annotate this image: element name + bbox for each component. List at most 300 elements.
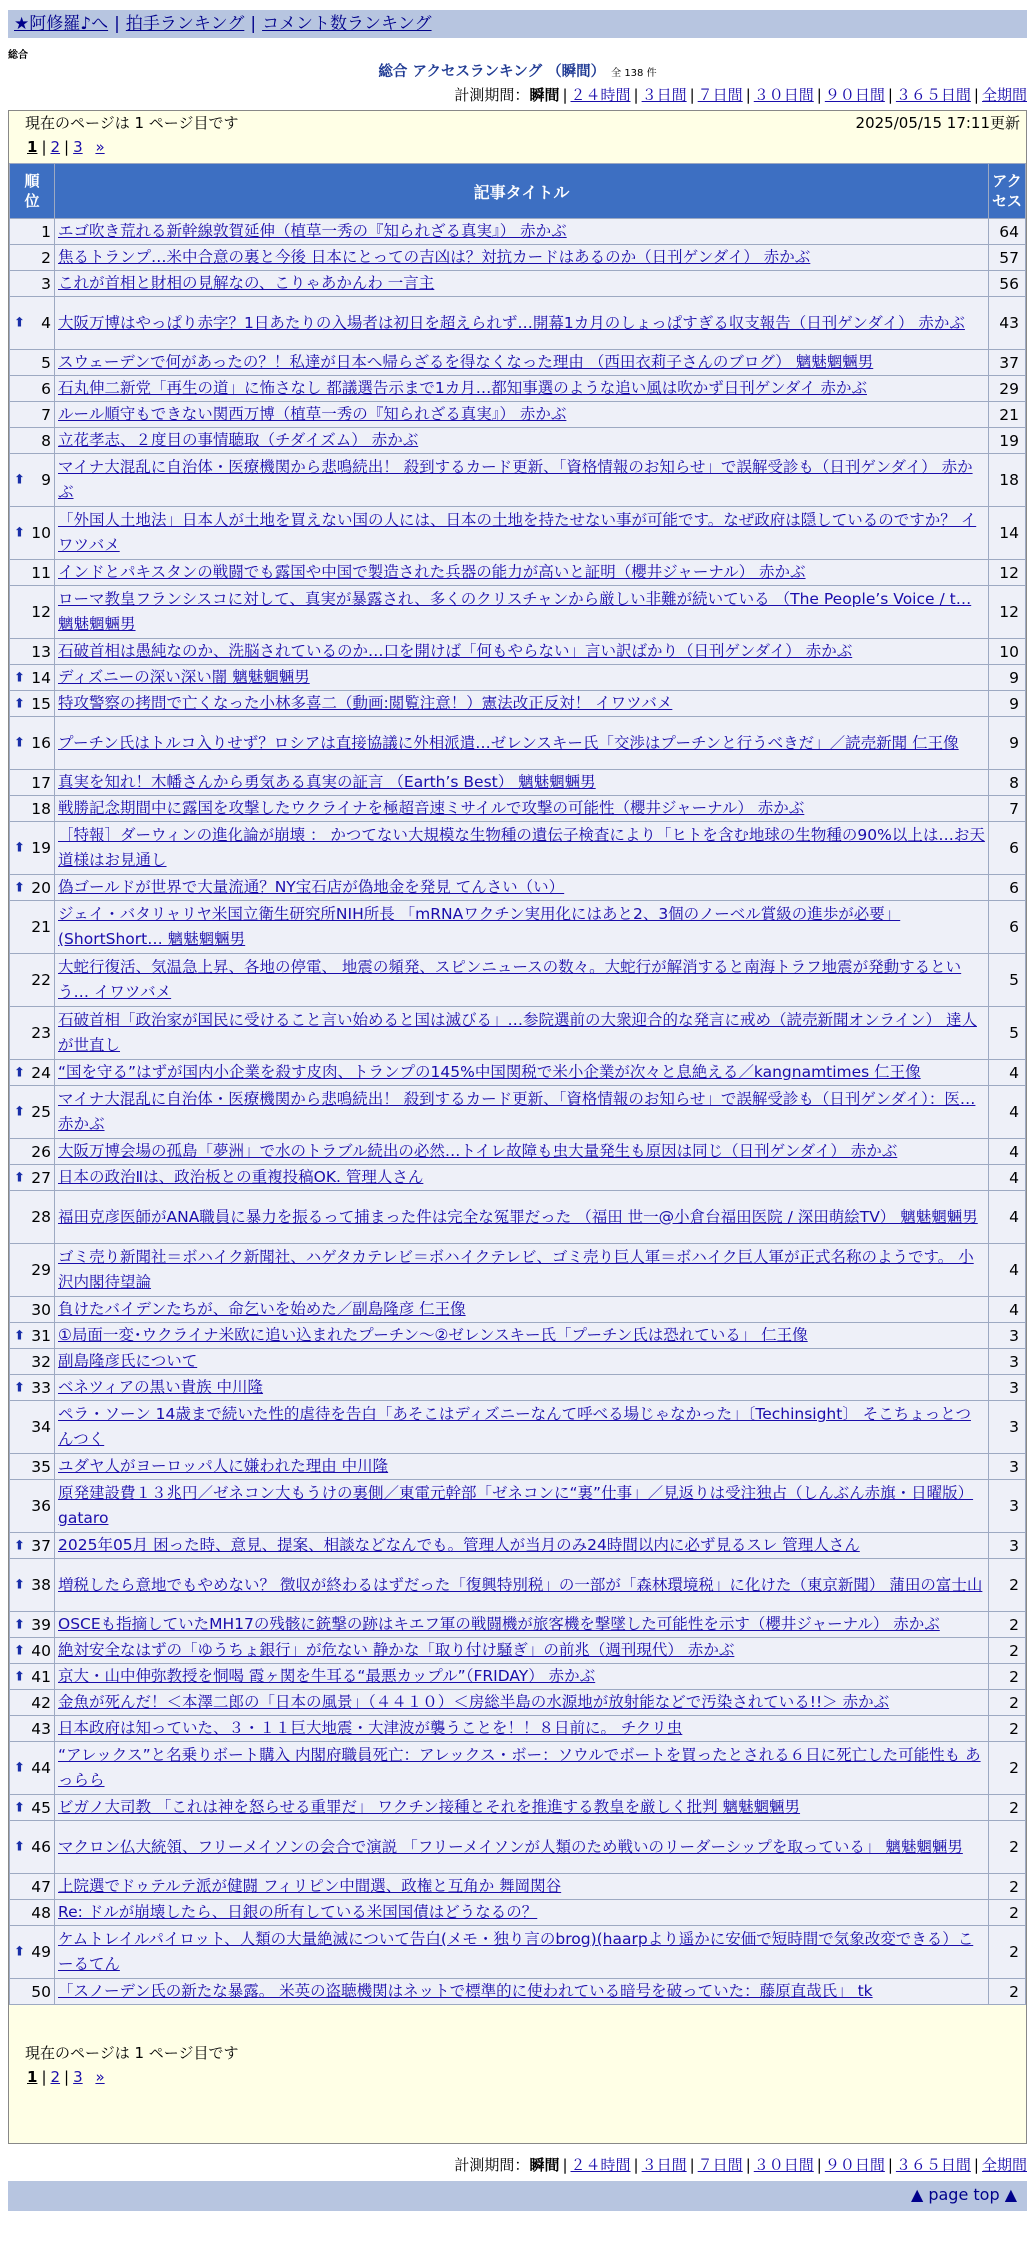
access-count: 2 <box>989 1874 1025 1899</box>
title-cell <box>55 297 988 349</box>
article-link[interactable]: 「外国人土地法」日本人が土地を買えない国の人には、日本の土地を持たせない事が可能です。なぜ政府は隠しているのですか？ イワツバメ <box>58 511 977 554</box>
rank-number: 38 <box>31 1576 51 1594</box>
title-cell <box>55 1874 988 1899</box>
article-link[interactable]: 立花孝志、２度目の事情聴取（チダイズム） 赤かぶ <box>58 431 419 449</box>
table-row <box>10 1007 1025 1059</box>
table-row <box>10 822 1025 874</box>
access-count: 4 <box>989 1165 1025 1190</box>
rank-cell <box>10 1191 54 1243</box>
table-row <box>10 1375 1025 1400</box>
rank-number: 26 <box>31 1142 51 1161</box>
article-link[interactable]: 大蛇行復活、気温急上昇、各地の停電、 地震の頻発、スピンニュースの数々。大蛇行が解消すると南海トラフ地震が発動するという… イワツバメ <box>58 958 962 1001</box>
period-link[interactable]: ３日間 <box>641 86 687 104</box>
access-count: 2 <box>989 1742 1025 1794</box>
rank-up-arrow-icon: ⬆ <box>14 525 25 541</box>
rank-up-arrow-icon: ⬆ <box>14 670 25 685</box>
rank-cell <box>10 639 54 664</box>
table-row <box>10 954 1025 1006</box>
article-link[interactable]: プーチン氏はトルコ入りせず？ロシアは直接協議に外相派遣…ゼレンスキー氏「交渉はプーチンと行うべきだ」／読売新聞 仁王像 <box>58 733 959 752</box>
title-cell <box>55 350 988 375</box>
rank-cell <box>10 428 54 453</box>
title-cell <box>55 665 988 690</box>
article-link[interactable]: 大阪万博会場の孤島「夢洲」で水のトラブル続出の必然…トイレ故障も虫大量発生も原因は同じ（日刊ゲンダイ） 赤かぶ <box>58 1142 898 1160</box>
pagination-bottom: 1 | 2 | 3 » <box>27 2068 105 2086</box>
rank-number: 41 <box>31 1667 51 1686</box>
footer-bar <box>8 2181 1027 2211</box>
title-cell <box>55 1323 988 1348</box>
table-row <box>10 271 1025 296</box>
rank-cell <box>10 454 54 506</box>
rank-number: 32 <box>31 1352 51 1371</box>
rank-cell <box>10 1716 54 1741</box>
table-row <box>10 717 1025 769</box>
title-cell <box>55 1375 988 1400</box>
rank-up-arrow-icon: ⬆ <box>14 1170 25 1185</box>
rank-number: 13 <box>31 642 51 661</box>
article-link[interactable]: 負けたバイデンたちが、命乞いを始めた／副島隆彦 仁王像 <box>58 1300 466 1318</box>
table-row <box>10 1323 1025 1348</box>
rank-number: 20 <box>31 878 51 897</box>
title-cell <box>55 1454 988 1479</box>
article-link[interactable]: 真実を知れ！木幡さんから勇気ある真実の証言 （Earth’s Best） 魑魅魍魎男 <box>58 773 596 791</box>
rank-number: 3 <box>41 274 51 293</box>
rank-header: 順位 <box>10 164 54 218</box>
title-cell <box>55 1349 988 1374</box>
rank-number: 23 <box>31 1024 51 1042</box>
access-count: 2 <box>989 1690 1025 1715</box>
table-row <box>10 901 1025 953</box>
access-count: 56 <box>989 271 1025 296</box>
rank-number: 25 <box>31 1103 51 1121</box>
title-cell <box>55 1926 988 1978</box>
table-row <box>10 560 1025 585</box>
rank-cell <box>10 402 54 427</box>
rank-cell <box>10 350 54 375</box>
table-row <box>10 428 1025 453</box>
title-cell <box>55 507 988 559</box>
access-count: 3 <box>989 1454 1025 1479</box>
title-cell <box>55 691 988 716</box>
period-current: 瞬間 <box>529 86 560 104</box>
page-link[interactable]: 3 <box>73 2068 83 2086</box>
title-cell <box>55 1979 988 2004</box>
access-count: 4 <box>989 1244 1025 1296</box>
article-link[interactable]: 日本の政治Ⅱは、政治板との重複投稿OK. 管理人さん <box>58 1168 424 1186</box>
page-next-link[interactable]: » <box>95 138 105 156</box>
title-cell <box>55 219 988 244</box>
rank-up-arrow-icon: ⬆ <box>14 1328 25 1343</box>
table-row <box>10 1297 1025 1322</box>
category-label: 総合 <box>8 50 28 61</box>
rank-cell <box>10 1375 54 1400</box>
rank-cell <box>10 219 54 244</box>
rank-cell <box>10 875 54 900</box>
access-count: 3 <box>989 1375 1025 1400</box>
article-link[interactable]: 福田克彦医師がANA職員に暴力を振るって捕まった件は完全な冤罪だった （福田 世一@小倉台福田医院 / 深田萌絵TV） 魑魅魍魎男 <box>58 1207 978 1226</box>
article-link[interactable]: OSCEも指摘していたMH17の残骸に銃撃の跡はキエフ軍の戦闘機が旅客機を撃墜した可能性を示す（櫻井ジャーナル） 赤かぶ <box>58 1615 940 1633</box>
rank-number: 31 <box>31 1326 51 1345</box>
rank-cell <box>10 586 54 638</box>
page-link[interactable]: 2 <box>50 138 61 156</box>
rank-up-arrow-icon: ⬆ <box>14 315 25 331</box>
rank-cell <box>10 1979 54 2004</box>
table-row <box>10 402 1025 427</box>
rank-number: 8 <box>41 431 51 450</box>
article-link[interactable]: Re: ドルが崩壊したら、日銀の所有している米国国債はどうなるの？ <box>58 1903 538 1921</box>
title-cell <box>55 1742 988 1794</box>
rank-number: 6 <box>41 379 51 398</box>
title-cell <box>55 1007 988 1059</box>
rank-up-arrow-icon: ⬆ <box>14 735 25 751</box>
updated-timestamp: 2025/05/15 17:11更新 <box>855 114 1020 132</box>
title-header: 記事タイトル <box>55 164 988 218</box>
article-link[interactable]: ゴミ売り新聞社＝ボハイク新聞社、ハゲタカテレビ＝ボハイクテレビ、ゴミ売り巨人軍＝ボハイク巨人軍が正式名称のようです。 小沢内閣待望論 <box>58 1248 974 1291</box>
rank-cell <box>10 1742 54 1794</box>
article-link[interactable]: インドとパキスタンの戦闘でも露国や中国で製造された兵器の能力が高いと証明（櫻井ジャーナル） 赤かぶ <box>58 563 806 581</box>
access-count: 9 <box>989 665 1025 690</box>
title-cell <box>55 822 988 874</box>
rank-number: 2 <box>41 248 51 267</box>
rank-cell <box>10 1349 54 1374</box>
rank-number: 11 <box>31 563 51 582</box>
access-count: 14 <box>989 507 1025 559</box>
rank-cell <box>10 1795 54 1820</box>
article-link[interactable]: ケムトレイルパイロット、人類の大量絶滅について告白(メモ・独り言のbrog)(haarpより遥かに安価で短時間で気象改変できる）こーるてん <box>58 1930 974 1973</box>
article-link[interactable]: 特攻警察の拷問で亡くなった小林多喜二（動画:閲覧注意！）憲法改正反対！ イワツバメ <box>58 694 673 712</box>
article-link[interactable]: “国を守る”はずが国内小企業を殺す皮肉、トランプの145%中国関税で米小企業が次々と息絶える／kangnamtimes 仁王像 <box>58 1063 921 1081</box>
rank-number: 12 <box>31 603 51 621</box>
table-row <box>10 1165 1025 1190</box>
page-next-link[interactable]: » <box>95 2068 105 2086</box>
table-row <box>10 1900 1025 1925</box>
access-count: 3 <box>989 1533 1025 1558</box>
rank-cell <box>10 271 54 296</box>
rank-number: 16 <box>31 734 51 752</box>
access-count: 4 <box>989 1297 1025 1322</box>
article-link[interactable]: 焦るトランプ…米中合意の裏と今後 日本にとっての吉凶は？対抗カードはあるのか（日刊ゲンダイ） 赤かぶ <box>58 248 811 266</box>
rank-cell <box>10 1060 54 1085</box>
table-row <box>10 691 1025 716</box>
rank-cell <box>10 1690 54 1715</box>
article-link[interactable]: ペラ・ソーン 14歳まで続いた性的虐待を告白「あそこはディズニーなんて呼べる場じゃなかった」〔Techinsight〕 そこちょっとつんつく <box>58 1405 971 1448</box>
table-row <box>10 1795 1025 1820</box>
article-link[interactable]: ユダヤ人がヨーロッパ人に嫌われた理由 中川隆 <box>58 1457 389 1475</box>
period-link[interactable]: ７日間 <box>697 86 743 104</box>
access-count: 6 <box>989 822 1025 874</box>
table-row <box>10 1244 1025 1296</box>
table-row <box>10 875 1025 900</box>
table-row <box>10 1716 1025 1741</box>
rank-cell <box>10 1638 54 1663</box>
rank-cell <box>10 1559 54 1611</box>
table-row <box>10 219 1025 244</box>
article-link[interactable]: ローマ教皇フランシスコに対して、真実が暴露され、多くのクリスチャンから厳しい非難が続いている （The People’s Voice / t… 魑魅魍魎男 <box>58 590 972 633</box>
access-count: 3 <box>989 1401 1025 1453</box>
period-link[interactable]: 全期間 <box>981 86 1027 104</box>
rank-up-arrow-icon: ⬆ <box>14 1065 25 1080</box>
period-link[interactable]: ３０日間 <box>753 2156 814 2174</box>
article-link[interactable]: 原発建設費１３兆円／ゼネコン大もうけの裏側／東電元幹部「ゼネコンに“裏”仕事」／見返りは受注独占（しんぶん赤旗・日曜版） gataro <box>58 1484 974 1527</box>
article-link[interactable]: 増税したら意地でもやめない？ 徴収が終わるはずだった「復興特別税」の一部が「森林環境税」に化けた（東京新聞） 蒲田の富士山 <box>58 1575 983 1594</box>
ranking-table <box>9 163 1026 2005</box>
rank-number: 21 <box>31 918 51 936</box>
table-row <box>10 1139 1025 1164</box>
access-count: 43 <box>989 297 1025 349</box>
table-row <box>10 770 1025 795</box>
table-row <box>10 1559 1025 1611</box>
rank-up-arrow-icon: ⬆ <box>14 696 25 711</box>
table-row <box>10 297 1025 349</box>
rank-up-arrow-icon: ⬆ <box>14 1643 25 1658</box>
rank-cell <box>10 796 54 821</box>
page-current: 1 <box>27 138 38 156</box>
title-cell <box>55 428 988 453</box>
rank-cell <box>10 665 54 690</box>
page-link[interactable]: 3 <box>73 138 83 156</box>
rank-number: 50 <box>31 1982 51 2001</box>
article-link[interactable]: これが首相と財相の見解なの、こりゃあかんわ 一言主 <box>58 274 435 292</box>
title-cell <box>55 245 988 270</box>
rank-cell <box>10 1874 54 1899</box>
access-count: 4 <box>989 1060 1025 1085</box>
rank-cell <box>10 954 54 1006</box>
access-count: 2 <box>989 1821 1025 1873</box>
rank-number: 5 <box>41 353 51 372</box>
rank-up-arrow-icon: ⬆ <box>14 1944 25 1960</box>
article-link[interactable]: 石破首相は愚純なのか、洗脳されているのか…口を開けば「何もやらない」言い訳ばかり（日刊ゲンダイ） 赤かぶ <box>58 642 853 660</box>
rank-number: 28 <box>31 1208 51 1226</box>
title-cell <box>55 376 988 401</box>
rank-number: 4 <box>41 314 51 332</box>
access-count: 12 <box>989 586 1025 638</box>
access-count: 21 <box>989 402 1025 427</box>
title-cell <box>55 1244 988 1296</box>
article-link[interactable]: 偽ゴールドが世界で大量流通？NY宝石店が偽地金を発見 てんさい（い） <box>58 878 565 896</box>
nav-home-link[interactable]: ★阿修羅♪へ <box>14 14 109 34</box>
rank-cell <box>10 1401 54 1453</box>
article-link[interactable]: ディズニーの深い深い闇 魑魅魍魎男 <box>58 668 310 686</box>
title-cell <box>55 1480 988 1532</box>
nav-comment-ranking-link[interactable]: コメント数ランキング <box>262 14 432 34</box>
article-link[interactable]: ベネツィアの黒い貴族 中川隆 <box>58 1378 264 1396</box>
rank-cell <box>10 1454 54 1479</box>
rank-cell <box>10 1323 54 1348</box>
title-cell <box>55 1612 988 1637</box>
rank-cell <box>10 1297 54 1322</box>
rank-number: 29 <box>31 1261 51 1279</box>
table-row <box>10 586 1025 638</box>
table-row <box>10 1690 1025 1715</box>
article-link[interactable]: 副島隆彦氏について <box>58 1352 198 1370</box>
table-row <box>10 1533 1025 1558</box>
ranking-panel <box>8 110 1027 2144</box>
title-cell <box>55 1401 988 1453</box>
period-link[interactable]: ３６５日間 <box>895 86 971 104</box>
page-link[interactable]: 2 <box>50 2068 61 2086</box>
access-count: 6 <box>989 901 1025 953</box>
title-cell <box>55 1638 988 1663</box>
rank-cell <box>10 1165 54 1190</box>
rank-cell <box>10 822 54 874</box>
period-link[interactable]: ２４時間 <box>570 2156 631 2174</box>
article-link[interactable]: ビガノ大司教 「これは神を怒らせる重罪だ」 ワクチン接種とそれを推進する教皇を厳しく批判 魑魅魍魎男 <box>58 1798 801 1816</box>
period-link[interactable]: ９０日間 <box>824 86 885 104</box>
article-link[interactable]: 日本政府は知っていた、３・１１巨大地震・大津波が襲うことを！！８日前に。 チクリ虫 <box>58 1719 683 1737</box>
rank-number: 46 <box>31 1838 51 1856</box>
rank-number: 10 <box>31 524 51 542</box>
rank-up-arrow-icon: ⬆ <box>14 472 25 488</box>
access-count: 57 <box>989 245 1025 270</box>
article-link[interactable]: ［特報］ダーウィンの進化論が崩壊 ： かつてない大規模な生物種の遺伝子検査により「ヒトを含む地球の生物種の90%以上は…お天道様はお見通し <box>58 826 985 869</box>
rank-cell <box>10 376 54 401</box>
access-count: 9 <box>989 691 1025 716</box>
title-cell <box>55 560 988 585</box>
rank-number: 48 <box>31 1903 51 1922</box>
rank-cell <box>10 1007 54 1059</box>
table-row <box>10 1349 1025 1374</box>
period-selector-bottom: 計測期間：瞬間 | ２４時間 | ３日間 | ７日間 | ３０日間 | ９０日間 | ３６５日間 | 全期間 <box>454 2156 1027 2174</box>
title-cell <box>55 1559 988 1611</box>
rank-cell <box>10 1139 54 1164</box>
access-count: 19 <box>989 428 1025 453</box>
table-row <box>10 796 1025 821</box>
article-link[interactable]: ルール順守もできない関西万博（植草一秀の『知られざる真実』） 赤かぶ <box>58 405 567 423</box>
period-link[interactable]: ３０日間 <box>753 86 814 104</box>
title-cell <box>55 954 988 1006</box>
title-cell <box>55 770 988 795</box>
period-link[interactable]: ３６５日間 <box>895 2156 971 2174</box>
rank-up-arrow-icon: ⬆ <box>14 1104 25 1120</box>
rank-number: 47 <box>31 1877 51 1896</box>
article-link[interactable]: 「スノーデン氏の新たな暴露。 米英の盗聴機関はネットで標準的に使われている暗号を破っていた：藤原直哉氏」 tk <box>58 1982 873 2000</box>
rank-cell <box>10 1244 54 1296</box>
article-link[interactable]: 2025年05月 困った時、意見、提案、相談などなんでも。管理人が当月のみ24時間以内に必ず見るスレ 管理人さん <box>58 1536 860 1554</box>
article-link[interactable]: ジェイ・バタリャリヤ米国立衛生研究所NIH所長 「mRNAワクチン実用化にはあと2、3個のノーベル賞級の進歩が必要」 (ShortShort… 魑魅魍魎男 <box>58 905 901 948</box>
table-row <box>10 376 1025 401</box>
nav-clap-ranking-link[interactable]: 拍手ランキング <box>125 14 245 34</box>
access-count: 9 <box>989 717 1025 769</box>
rank-number: 42 <box>31 1693 51 1712</box>
page-info: 現在のページは 1 ページ目です <box>25 114 239 132</box>
table-row <box>10 665 1025 690</box>
rank-number: 44 <box>31 1759 51 1777</box>
access-count: 8 <box>989 770 1025 795</box>
rank-number: 35 <box>31 1457 51 1476</box>
access-count: 5 <box>989 954 1025 1006</box>
table-row <box>10 1638 1025 1663</box>
article-link[interactable]: スウェーデンで何があったの？！私達が日本へ帰らざるを得なくなった理由 （西田衣莉子さんのブログ） 魑魅魍魎男 <box>58 353 874 371</box>
rank-number: 1 <box>41 222 51 241</box>
access-count: 2 <box>989 1926 1025 1978</box>
access-count: 2 <box>989 1900 1025 1925</box>
access-count: 2 <box>989 1979 1025 2004</box>
rank-number: 33 <box>31 1378 51 1397</box>
article-link[interactable]: ①局面一変･ウクライナ米欧に追い込まれたプーチン～②ゼレンスキー氏「プーチン氏は恐れている」 仁王像 <box>58 1326 808 1344</box>
page-top-link[interactable]: ▲ page top ▲ <box>910 2185 1017 2204</box>
article-link[interactable]: 上院選でドゥテルテ派が健闘 フィリピン中間選、政権と互角か 舞岡関谷 <box>58 1877 562 1895</box>
title-cell <box>55 875 988 900</box>
access-count: 5 <box>989 1007 1025 1059</box>
access-count: 29 <box>989 376 1025 401</box>
article-link[interactable]: 金魚が死んだ！＜本澤二郎の「日本の風景」（４４１０）＜房総半島の水源地が放射能などで汚染されている!!＞ 赤かぶ <box>58 1693 890 1711</box>
article-link[interactable]: マクロン仏大統領、フリーメイソンの会合で演説 「フリーメイソンが人類のため戦いのリーダーシップを取っている」 魑魅魍魎男 <box>58 1837 963 1856</box>
rank-up-arrow-icon: ⬆ <box>14 1617 25 1632</box>
table-row <box>10 1742 1025 1794</box>
table-row <box>10 350 1025 375</box>
article-link[interactable]: 京大・山中伸弥教授を恫喝 霞ヶ関を牛耳る“最悪カップル”（FRIDAY） 赤かぶ <box>58 1667 596 1685</box>
title-cell <box>55 1165 988 1190</box>
period-link[interactable]: ９０日間 <box>824 2156 885 2174</box>
period-link[interactable]: 全期間 <box>981 2156 1027 2174</box>
rank-cell <box>10 691 54 716</box>
rank-cell <box>10 297 54 349</box>
period-label: 計測期間： <box>454 86 530 104</box>
article-link[interactable]: マイナ大混乱に自治体・医療機関から悲鳴続出！ 殺到するカード更新、「資格情報のお知らせ」で誤解受診も（日刊ゲンダイ） 赤かぶ <box>58 458 973 501</box>
title-cell <box>55 1139 988 1164</box>
article-link[interactable]: 絶対安全なはずの「ゆうちょ銀行」が危ない 静かな「取り付け騒ぎ」の前兆（週刊現代） 赤かぶ <box>58 1641 735 1659</box>
rank-up-arrow-icon: ⬆ <box>14 1538 25 1553</box>
rank-number: 30 <box>31 1300 51 1319</box>
access-count: 7 <box>989 796 1025 821</box>
access-count: 3 <box>989 1323 1025 1348</box>
table-row <box>10 1060 1025 1085</box>
period-link[interactable]: ３日間 <box>641 2156 687 2174</box>
rank-cell <box>10 717 54 769</box>
access-count: 2 <box>989 1716 1025 1741</box>
period-selector: 計測期間：瞬間 | ２４時間 | ３日間 | ７日間 | ３０日間 | ９０日間 | ３６５日間 | 全期間 <box>454 86 1027 104</box>
period-link[interactable]: ２４時間 <box>570 86 631 104</box>
title-cell <box>55 796 988 821</box>
rank-up-arrow-icon: ⬆ <box>14 1839 25 1855</box>
title-cell <box>55 639 988 664</box>
title-cell <box>55 586 988 638</box>
article-link[interactable]: 戦勝記念期間中に露国を攻撃したウクライナを極超音速ミサイルで攻撃の可能性（櫻井ジャーナル） 赤かぶ <box>58 799 805 817</box>
title-cell <box>55 717 988 769</box>
article-link[interactable]: 大阪万博はやっぱり赤字？1日あたりの入場者は初日を超えられず…開幕1カ月のしょっぱすぎる収支報告（日刊ゲンダイ） 赤かぶ <box>58 313 965 332</box>
article-link[interactable]: エゴ吹き荒れる新幹線敦賀延伸（植草一秀の『知られざる真実』） 赤かぶ <box>58 222 567 240</box>
rank-number: 9 <box>41 471 51 489</box>
rank-number: 43 <box>31 1719 51 1738</box>
rank-cell <box>10 770 54 795</box>
rank-cell <box>10 1086 54 1138</box>
rank-cell <box>10 901 54 953</box>
rank-number: 36 <box>31 1497 51 1515</box>
rank-up-arrow-icon: ⬆ <box>14 1800 25 1815</box>
article-link[interactable]: 石破首相「政治家が国民に受けること言い始めると国は滅びる」…参院選前の大衆迎合的な発言に戒め（読売新聞オンライン） 達人が世直し <box>58 1011 977 1054</box>
rank-number: 7 <box>41 405 51 424</box>
access-count: 6 <box>989 875 1025 900</box>
access-count: 2 <box>989 1664 1025 1689</box>
access-count: 4 <box>989 1191 1025 1243</box>
title-cell <box>55 1533 988 1558</box>
rank-cell <box>10 1900 54 1925</box>
access-header: アクセス <box>989 164 1025 218</box>
page-info-bottom: 現在のページは 1 ページ目です <box>25 2044 239 2062</box>
rank-number: 40 <box>31 1641 51 1660</box>
article-link[interactable]: 石丸伸二新党「再生の道」に怖さなし 都議選告示まで1カ月…都知事選のような追い風は吹かず日刊ゲンダイ 赤かぶ <box>58 379 867 397</box>
article-link[interactable]: マイナ大混乱に自治体・医療機関から悲鳴続出！ 殺到するカード更新、「資格情報のお知らせ」で誤解受診も（日刊ゲンダイ）：医… 赤かぶ <box>58 1090 976 1133</box>
rank-number: 37 <box>31 1536 51 1555</box>
rank-number: 14 <box>31 668 51 687</box>
title-cell <box>55 1297 988 1322</box>
access-count: 10 <box>989 639 1025 664</box>
period-link[interactable]: ７日間 <box>697 2156 743 2174</box>
access-count: 2 <box>989 1638 1025 1663</box>
access-count: 2 <box>989 1559 1025 1611</box>
article-link[interactable]: “アレックス”と名乗りボート購入 内閣府職員死亡：アレックス・ボー：ソウルでボートを買ったとされる６日に死亡した可能性も あっらら <box>58 1746 981 1789</box>
table-row <box>10 245 1025 270</box>
title-cell <box>55 1690 988 1715</box>
